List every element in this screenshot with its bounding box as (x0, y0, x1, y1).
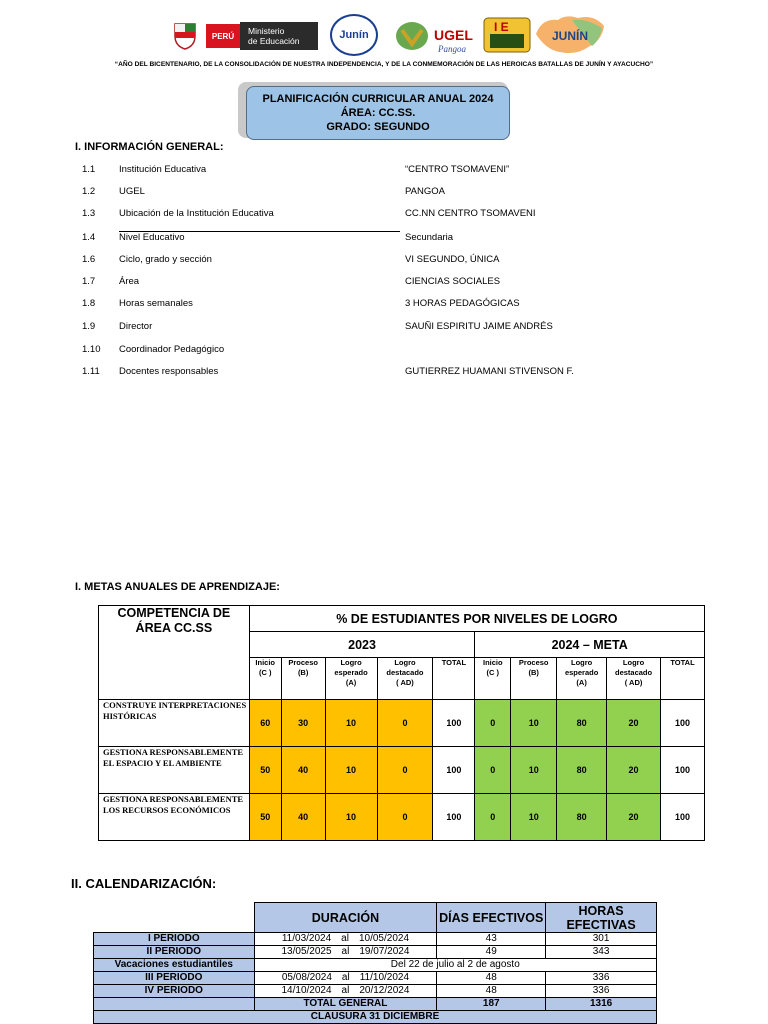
percent-cell: 0 (475, 794, 511, 841)
start-date: 11/03/2024 (281, 933, 332, 944)
underline-divider (119, 231, 400, 232)
percent-cell: 10 (511, 700, 557, 747)
info-number: 1.11 (82, 366, 100, 377)
date-separator: al (341, 946, 350, 957)
info-value: PANGOA (405, 186, 445, 197)
year-motto: “AÑO DEL BICENTENARIO, DE LA CONSOLIDACIÓN DE NUESTRA INDEPENDENCIA, Y DE LA CONMEMORACIÓN DE LAS HEROICAS BATALLAS DE JUNÍN Y AYACUCHO” (114, 61, 654, 68)
calendar-table (93, 902, 657, 1024)
total-row (94, 998, 657, 1011)
percent-cell: 10 (325, 794, 377, 841)
dias-header: DÍAS EFECTIVOS (437, 903, 546, 933)
dias-cell: 49 (437, 946, 546, 959)
percent-cell: 20 (607, 700, 661, 747)
total-cell: 100 (433, 700, 475, 747)
start-date: 13/05/2025 (281, 946, 332, 957)
info-row (82, 276, 682, 290)
metas-row (99, 700, 705, 747)
info-row (82, 366, 682, 380)
percent-cell: 60 (249, 700, 281, 747)
start-date: 05/08/2024 (281, 972, 332, 983)
level-header: TOTAL (661, 658, 705, 700)
junin-region-map-logo (532, 14, 608, 56)
date-separator: al (341, 985, 350, 996)
end-date: 10/05/2024 (358, 933, 410, 944)
level-header: Proceso (B) (281, 658, 325, 700)
info-number: 1.10 (82, 344, 101, 355)
total-horas: 1316 (546, 998, 657, 1011)
info-label: Horas semanales (119, 298, 193, 309)
period-duration (254, 985, 437, 998)
info-value: CC.NN CENTRO TSOMAVENI (405, 208, 536, 219)
title-line-1: PLANIFICACIÓN CURRICULAR ANUAL 2024 (262, 93, 494, 105)
metas-row (99, 794, 705, 841)
period-duration (254, 946, 437, 959)
info-number: 1.8 (82, 298, 96, 309)
vacation-label: Vacaciones estudiantiles (94, 959, 255, 972)
percent-cell: 0 (475, 700, 511, 747)
info-value: VI SEGUNDO, ÚNICA (405, 254, 500, 265)
horas-cell: 343 (546, 946, 657, 959)
level-header: TOTAL (433, 658, 475, 700)
level-header: Logro destacado ( AD) (607, 658, 661, 700)
date-separator: al (341, 933, 349, 944)
percent-cell: 30 (281, 700, 325, 747)
date-separator: al (341, 972, 350, 983)
info-value: CIENCIAS SOCIALES (405, 276, 501, 287)
percent-cell: 0 (475, 747, 511, 794)
info-number: 1.4 (82, 232, 96, 243)
drej-junin-logo: Junín (330, 14, 378, 56)
total-cell: 100 (661, 700, 705, 747)
metas-row (99, 747, 705, 794)
level-header: Inicio (C ) (249, 658, 281, 700)
info-row (82, 208, 682, 222)
start-date: 14/10/2024 (281, 985, 332, 996)
peru-logo: PERÚ (206, 24, 240, 48)
period-name: II PERIODO (94, 946, 255, 959)
percent-cell: 40 (281, 794, 325, 841)
dias-cell: 43 (437, 933, 546, 946)
info-label: Nivel Educativo (119, 232, 185, 243)
dias-cell: 48 (437, 972, 546, 985)
horas-cell: 336 (546, 972, 657, 985)
percent-cell: 10 (325, 700, 377, 747)
peru-coat-of-arms-icon (172, 20, 198, 50)
level-header: Logro destacado ( AD) (377, 658, 433, 700)
period-row (94, 985, 657, 998)
percent-cell: 10 (511, 794, 557, 841)
clausura-row (94, 1011, 657, 1024)
percent-cell: 0 (377, 700, 433, 747)
percent-cell: 10 (325, 747, 377, 794)
percent-cell: 80 (557, 700, 607, 747)
duracion-header: DURACIÓN (254, 903, 437, 933)
calendar-empty-corner (94, 903, 255, 933)
horas-cell: 336 (546, 985, 657, 998)
info-value: Secundaria (405, 232, 454, 243)
total-cell: 100 (661, 747, 705, 794)
info-label: Director (119, 321, 153, 332)
end-date: 20/12/2024 (359, 985, 410, 996)
calendar-heading: II. CALENDARIZACIÓN: (71, 876, 217, 891)
info-row (82, 344, 682, 358)
info-number: 1.7 (82, 276, 96, 287)
total-cell: 100 (433, 794, 475, 841)
info-number: 1.3 (82, 208, 96, 219)
period-name: I PERIODO (94, 933, 255, 946)
total-cell: 100 (661, 794, 705, 841)
competencia-cell: GESTIONA RESPONSABLEMENTE LOS RECURSOS ECONÓMICOS (99, 794, 250, 841)
document-title-box (246, 86, 510, 140)
level-header: Proceso (B) (511, 658, 557, 700)
percent-cell: 0 (377, 747, 433, 794)
percent-cell: 80 (557, 794, 607, 841)
info-label: Docentes responsables (119, 366, 219, 377)
percent-cell: 0 (377, 794, 433, 841)
period-duration (254, 972, 437, 985)
competencia-cell: GESTIONA RESPONSABLEMENTE EL ESPACIO Y EL AMBIENTE (99, 747, 250, 794)
percent-cell: 80 (557, 747, 607, 794)
info-label: Ubicación de la Institución Educativa (119, 208, 274, 219)
dias-cell: 48 (437, 985, 546, 998)
period-row (94, 946, 657, 959)
percent-cell: 20 (607, 747, 661, 794)
period-row (94, 933, 657, 946)
metas-table (98, 605, 705, 841)
info-number: 1.1 (82, 164, 96, 175)
info-number: 1.9 (82, 321, 96, 332)
horas-cell: 301 (546, 933, 657, 946)
clausura-cell: CLAUSURA 31 DICIEMBRE (94, 1011, 657, 1024)
ministerio-logo: Ministerio de Educación (240, 22, 318, 50)
total-empty-cell (94, 998, 255, 1011)
vacation-row (94, 959, 657, 972)
info-number: 1.2 (82, 186, 96, 197)
percent-cell: 50 (249, 794, 281, 841)
period-name: IV PERIODO (94, 985, 255, 998)
svg-text:UGEL: UGEL (434, 27, 473, 43)
info-row (82, 232, 682, 246)
info-value: “CENTRO TSOMAVENI” (405, 164, 510, 175)
level-header: Logro esperado (A) (557, 658, 607, 700)
info-label: Institución Educativa (119, 164, 207, 175)
info-number: 1.6 (82, 254, 96, 265)
end-date: 11/10/2024 (359, 972, 410, 983)
level-header: Inicio (C ) (475, 658, 511, 700)
metas-heading: I. METAS ANUALES DE APRENDIZAJE: (75, 581, 280, 593)
percent-cell: 20 (607, 794, 661, 841)
vacation-value: Del 22 de julio al 2 de agosto (254, 959, 656, 972)
period-row (94, 972, 657, 985)
level-header: Logro esperado (A) (325, 658, 377, 700)
info-row (82, 186, 682, 200)
info-label: Ciclo, grado y sección (119, 254, 212, 265)
year-2024-header: 2024 – META (475, 632, 705, 658)
info-row (82, 321, 682, 335)
svg-text:JUNÍN: JUNÍN (552, 29, 589, 43)
total-dias: 187 (437, 998, 546, 1011)
total-cell: 100 (433, 747, 475, 794)
info-label: UGEL (119, 186, 145, 197)
info-row (82, 254, 682, 268)
horas-header: HORAS EFECTIVAS (546, 903, 657, 933)
svg-text:I E: I E (494, 20, 509, 34)
info-value: GUTIERREZ HUAMANI STIVENSON F. (405, 366, 574, 377)
title-line-3: GRADO: SEGUNDO (326, 121, 430, 133)
ie-shield-logo (482, 16, 532, 54)
info-value: 3 HORAS PEDAGÓGICAS (405, 298, 520, 309)
svg-text:Pangoa: Pangoa (438, 44, 466, 54)
competencia-header: COMPETENCIA DE ÁREA CC.SS (99, 606, 250, 700)
info-row (82, 164, 682, 178)
percent-cell: 10 (511, 747, 557, 794)
percent-cell: 40 (281, 747, 325, 794)
end-date: 19/07/2024 (359, 946, 410, 957)
total-label: TOTAL GENERAL (254, 998, 437, 1011)
porcentaje-header: % DE ESTUDIANTES POR NIVELES DE LOGRO (249, 606, 704, 632)
ugel-pangoa-logo (394, 16, 484, 56)
info-label: Coordinador Pedagógico (119, 344, 225, 355)
competencia-cell: CONSTRUYE INTERPRETACIONES HISTÓRICAS (99, 700, 250, 747)
info-value: SAUÑI ESPIRITU JAIME ANDRÉS (405, 321, 553, 332)
period-name: III PERIODO (94, 972, 255, 985)
info-heading: I. INFORMACIÓN GENERAL: (75, 141, 224, 153)
title-line-2: ÁREA: CC.SS. (340, 107, 416, 119)
info-label: Área (119, 276, 140, 287)
percent-cell: 50 (249, 747, 281, 794)
info-row (82, 298, 682, 312)
period-duration (254, 933, 437, 946)
year-2023-header: 2023 (249, 632, 475, 658)
